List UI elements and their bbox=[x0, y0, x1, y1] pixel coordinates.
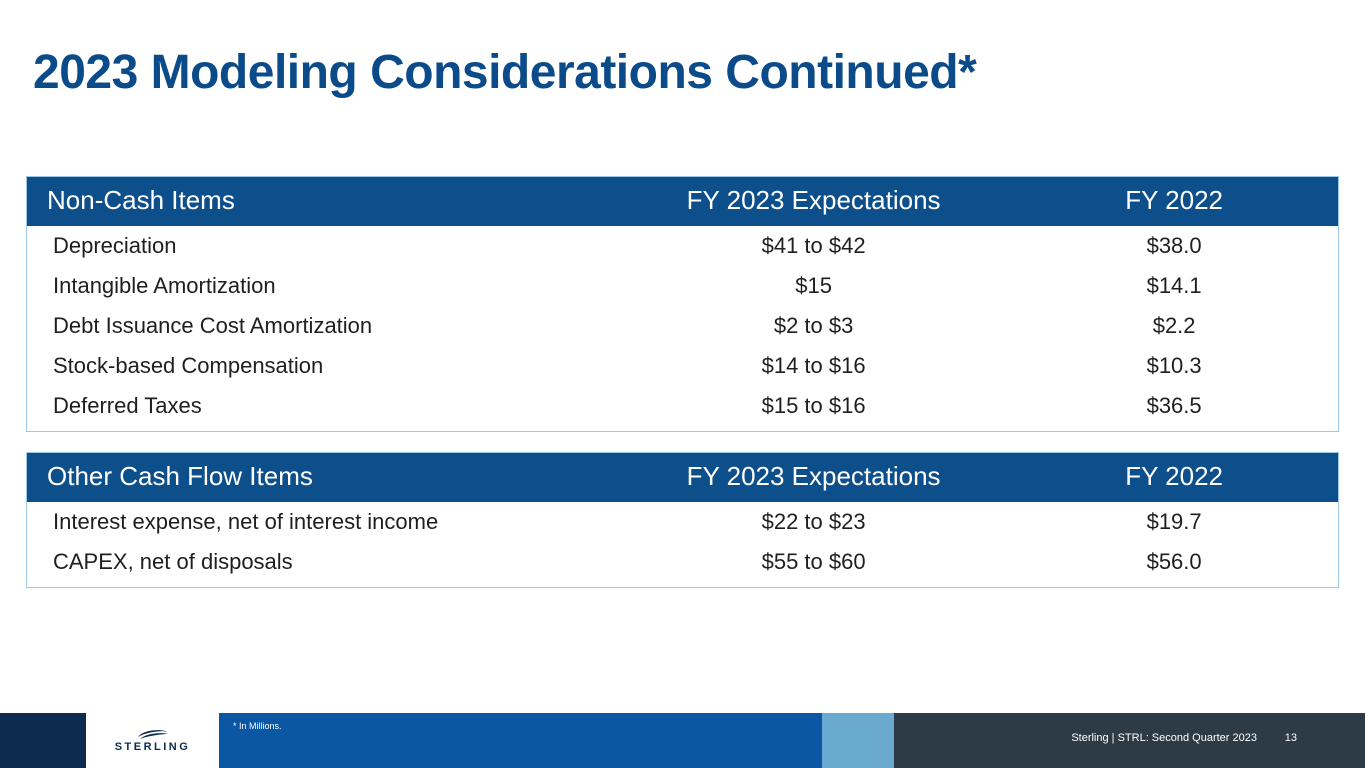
company-logo bbox=[86, 713, 219, 768]
column-header-label: Non-Cash Items bbox=[27, 177, 617, 226]
swoosh-icon bbox=[136, 728, 170, 740]
cell-fy2023: $14 to $16 bbox=[617, 346, 1010, 386]
cell-fy2023: $2 to $3 bbox=[617, 306, 1010, 346]
page-number: 13 bbox=[1284, 732, 1297, 744]
cell-fy2022: $10.3 bbox=[1010, 346, 1338, 386]
footer-blue-block bbox=[219, 713, 822, 768]
cell-label: Debt Issuance Cost Amortization bbox=[27, 306, 617, 346]
cell-fy2022: $36.5 bbox=[1010, 386, 1338, 431]
cell-label: Depreciation bbox=[27, 226, 617, 266]
cell-fy2022: $19.7 bbox=[1010, 502, 1338, 542]
cell-label: Interest expense, net of interest income bbox=[27, 502, 617, 542]
cell-label: CAPEX, net of disposals bbox=[27, 542, 617, 587]
table-row bbox=[27, 346, 1338, 386]
column-header-fy2023: FY 2023 Expectations bbox=[617, 177, 1010, 226]
table-header-row bbox=[27, 453, 1338, 502]
column-header-fy2022: FY 2022 bbox=[1010, 177, 1338, 226]
table-header-row bbox=[27, 177, 1338, 226]
table-other-cash-flow-items bbox=[26, 452, 1339, 588]
cell-fy2022: $2.2 bbox=[1010, 306, 1338, 346]
cell-label: Intangible Amortization bbox=[27, 266, 617, 306]
table-row bbox=[27, 226, 1338, 266]
cell-label: Deferred Taxes bbox=[27, 386, 617, 431]
column-header-fy2023: FY 2023 Expectations bbox=[617, 453, 1010, 502]
cell-label: Stock-based Compensation bbox=[27, 346, 617, 386]
table-row bbox=[27, 542, 1338, 587]
table-row bbox=[27, 502, 1338, 542]
footer-dark-block bbox=[894, 713, 1365, 768]
cell-fy2022: $38.0 bbox=[1010, 226, 1338, 266]
table-row bbox=[27, 266, 1338, 306]
slide-footer bbox=[0, 713, 1365, 768]
table-row bbox=[27, 386, 1338, 431]
footer-navy-block bbox=[0, 713, 86, 768]
cell-fy2022: $14.1 bbox=[1010, 266, 1338, 306]
footer-attribution: Sterling | STRL: Second Quarter 2023 bbox=[1071, 732, 1257, 744]
column-header-label: Other Cash Flow Items bbox=[27, 453, 617, 502]
cell-fy2022: $56.0 bbox=[1010, 542, 1338, 587]
cell-fy2023: $15 to $16 bbox=[617, 386, 1010, 431]
footnote: * In Millions. bbox=[233, 721, 282, 731]
column-header-fy2022: FY 2022 bbox=[1010, 453, 1338, 502]
cell-fy2023: $41 to $42 bbox=[617, 226, 1010, 266]
table-row bbox=[27, 306, 1338, 346]
logo-wordmark: STERLING bbox=[114, 741, 191, 753]
cell-fy2023: $55 to $60 bbox=[617, 542, 1010, 587]
cell-fy2023: $22 to $23 bbox=[617, 502, 1010, 542]
table-non-cash-items bbox=[26, 176, 1339, 432]
page-title: 2023 Modeling Considerations Continued* bbox=[33, 46, 977, 99]
cell-fy2023: $15 bbox=[617, 266, 1010, 306]
footer-lightblue-block bbox=[822, 713, 894, 768]
